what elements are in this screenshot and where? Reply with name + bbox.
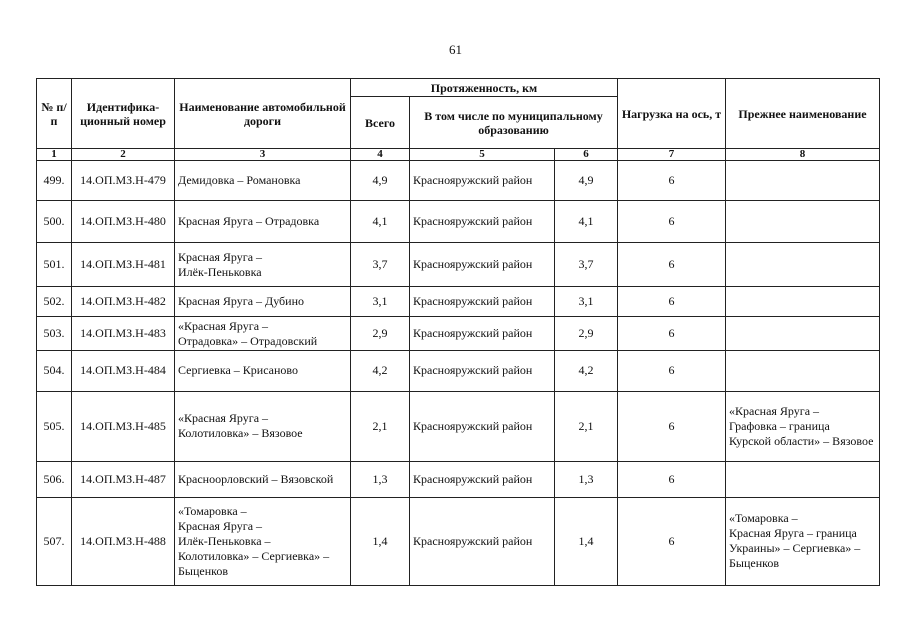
- table-row: [37, 461, 880, 497]
- district-length: 4,9: [555, 161, 618, 201]
- axle-load: 6: [618, 287, 726, 317]
- road-name: Красная Яруга – Дубино: [175, 287, 351, 317]
- column-number: 7: [618, 149, 726, 161]
- former-name: [726, 461, 880, 497]
- table-row: [37, 497, 880, 585]
- axle-load: 6: [618, 317, 726, 351]
- road-name: Красноорловский – Вязовской: [175, 461, 351, 497]
- district: Краснояружский район: [410, 351, 555, 391]
- road-name: «Красная Яруга – Отрадовка» – Отрадовский: [175, 317, 351, 351]
- column-number: 5: [410, 149, 555, 161]
- table-row: [37, 391, 880, 461]
- row-num: 505.: [37, 391, 72, 461]
- road-name: Сергиевка – Крисаново: [175, 351, 351, 391]
- road-name: Демидовка – Романовка: [175, 161, 351, 201]
- district-length: 2,9: [555, 317, 618, 351]
- road-id: 14.ОП.МЗ.Н-479: [72, 161, 175, 201]
- row-num: 503.: [37, 317, 72, 351]
- road-name: Красная Яруга – Илёк-Пеньковка: [175, 243, 351, 287]
- road-id: 14.ОП.МЗ.Н-481: [72, 243, 175, 287]
- row-num: 500.: [37, 201, 72, 243]
- total-length: 2,1: [351, 391, 410, 461]
- table-row: [37, 201, 880, 243]
- district-length: 3,7: [555, 243, 618, 287]
- district: Краснояружский район: [410, 161, 555, 201]
- district-length: 4,2: [555, 351, 618, 391]
- former-name: «Томаровка – Красная Яруга – граница Украины» – Сергиевка» – Быценков: [726, 497, 880, 585]
- road-id: 14.ОП.МЗ.Н-487: [72, 461, 175, 497]
- table-row: [37, 287, 880, 317]
- axle-load: 6: [618, 351, 726, 391]
- column-number: 3: [175, 149, 351, 161]
- header-num: № п/п: [37, 79, 72, 149]
- axle-load: 6: [618, 497, 726, 585]
- district: Краснояружский район: [410, 461, 555, 497]
- road-id: 14.ОП.МЗ.Н-488: [72, 497, 175, 585]
- row-num: 502.: [37, 287, 72, 317]
- district: Краснояружский район: [410, 201, 555, 243]
- former-name: [726, 351, 880, 391]
- district: Краснояружский район: [410, 391, 555, 461]
- total-length: 3,7: [351, 243, 410, 287]
- page-number: 61: [449, 42, 462, 57]
- axle-load: 6: [618, 161, 726, 201]
- district: Краснояружский район: [410, 497, 555, 585]
- road-id: 14.ОП.МЗ.Н-482: [72, 287, 175, 317]
- total-length: 4,1: [351, 201, 410, 243]
- header-municipal: В том числе по муниципальному образованию: [410, 97, 618, 149]
- district-length: 4,1: [555, 201, 618, 243]
- total-length: 4,9: [351, 161, 410, 201]
- former-name: [726, 287, 880, 317]
- table-row: [37, 351, 880, 391]
- header-load: Нагрузка на ось, т: [618, 79, 726, 149]
- row-num: 506.: [37, 461, 72, 497]
- header-name: Наименование автомобильной дороги: [175, 79, 351, 149]
- row-num: 507.: [37, 497, 72, 585]
- header-former: Прежнее наименование: [726, 79, 880, 149]
- column-number: 6: [555, 149, 618, 161]
- total-length: 1,3: [351, 461, 410, 497]
- road-name: «Красная Яруга – Колотиловка» – Вязовое: [175, 391, 351, 461]
- road-name: «Томаровка – Красная Яруга – Илёк-Пеньковка – Колотиловка» – Сергиевка» – Быценков: [175, 497, 351, 585]
- column-number: 8: [726, 149, 880, 161]
- road-name: Красная Яруга – Отрадовка: [175, 201, 351, 243]
- former-name: [726, 161, 880, 201]
- axle-load: 6: [618, 243, 726, 287]
- column-number: 1: [37, 149, 72, 161]
- axle-load: 6: [618, 391, 726, 461]
- total-length: 2,9: [351, 317, 410, 351]
- roads-table: [36, 78, 880, 586]
- former-name: «Красная Яруга – Графовка – граница Курской области» – Вязовое: [726, 391, 880, 461]
- former-name: [726, 243, 880, 287]
- road-id: 14.ОП.МЗ.Н-484: [72, 351, 175, 391]
- table-row: [37, 317, 880, 351]
- district: Краснояружский район: [410, 287, 555, 317]
- district-length: 1,4: [555, 497, 618, 585]
- district-length: 2,1: [555, 391, 618, 461]
- total-length: 3,1: [351, 287, 410, 317]
- road-id: 14.ОП.МЗ.Н-480: [72, 201, 175, 243]
- header-id: Идентифика-ционный номер: [72, 79, 175, 149]
- road-id: 14.ОП.МЗ.Н-483: [72, 317, 175, 351]
- district: Краснояружский район: [410, 317, 555, 351]
- total-length: 1,4: [351, 497, 410, 585]
- header-length: Протяженность, км: [351, 79, 618, 97]
- header-total: Всего: [351, 97, 410, 149]
- table-row: [37, 243, 880, 287]
- axle-load: 6: [618, 461, 726, 497]
- row-num: 499.: [37, 161, 72, 201]
- table-row: [37, 161, 880, 201]
- column-number: 2: [72, 149, 175, 161]
- column-number: 4: [351, 149, 410, 161]
- total-length: 4,2: [351, 351, 410, 391]
- axle-load: 6: [618, 201, 726, 243]
- district-length: 1,3: [555, 461, 618, 497]
- district-length: 3,1: [555, 287, 618, 317]
- district: Краснояружский район: [410, 243, 555, 287]
- row-num: 501.: [37, 243, 72, 287]
- road-id: 14.ОП.МЗ.Н-485: [72, 391, 175, 461]
- former-name: [726, 201, 880, 243]
- former-name: [726, 317, 880, 351]
- row-num: 504.: [37, 351, 72, 391]
